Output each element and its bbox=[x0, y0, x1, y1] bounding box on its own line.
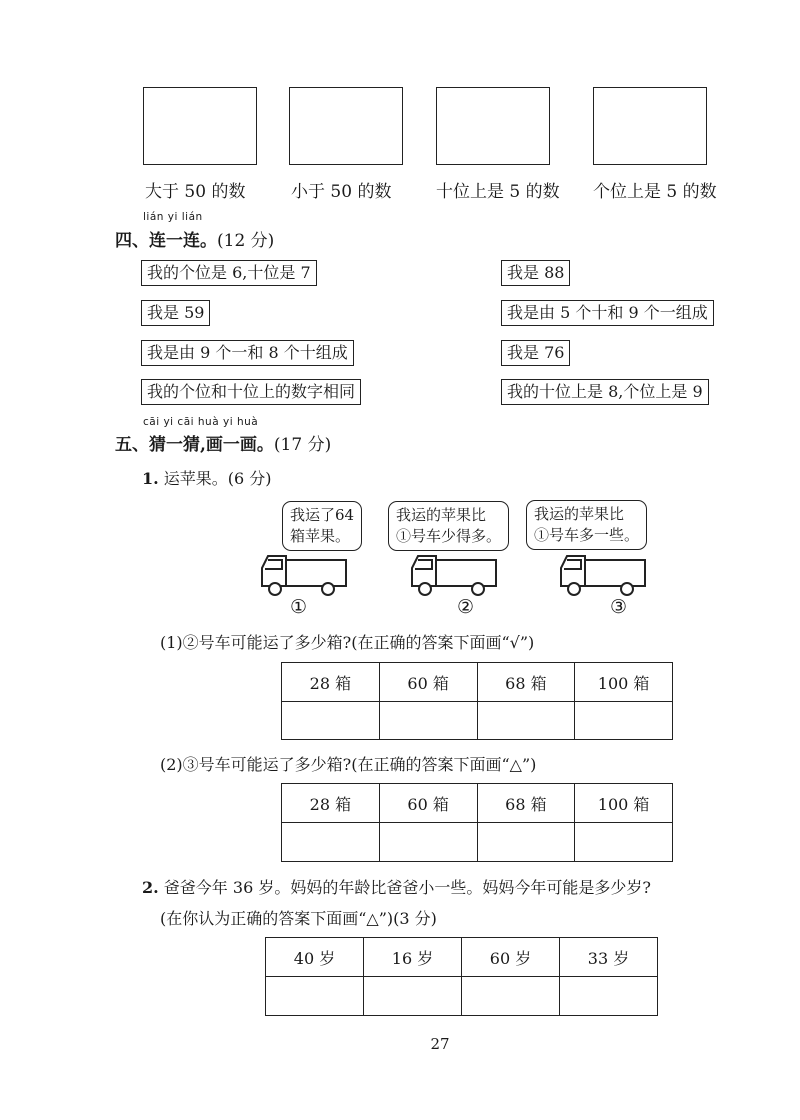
speech-bubble-1 bbox=[282, 501, 362, 551]
bubble-line: 箱苹果。 bbox=[290, 527, 351, 545]
answer-cell[interactable] bbox=[575, 702, 673, 740]
match-right-2[interactable]: 我是由 5 个十和 9 个一组成 bbox=[501, 300, 714, 326]
option-cell: 68 箱 bbox=[477, 784, 575, 823]
answer-box-tens5[interactable] bbox=[436, 87, 550, 165]
truck-number-3: ③ bbox=[610, 596, 628, 618]
answer-cell[interactable] bbox=[282, 823, 380, 862]
bubble-line: ①号车多一些。 bbox=[534, 526, 640, 544]
q1-sub2: (2)③号车可能运了多少箱?(在正确的答案下面画“△”) bbox=[160, 755, 537, 774]
option-cell: 60 箱 bbox=[379, 784, 477, 823]
section5-pinyin: cāi yi cāi huà yi huà bbox=[143, 416, 259, 428]
q1-title-text: 运苹果。(6 分) bbox=[163, 469, 272, 488]
option-cell: 16 岁 bbox=[364, 938, 462, 977]
answer-table-q2 bbox=[265, 937, 658, 1016]
truck-icon bbox=[557, 552, 649, 598]
q2-line2: (在你认为正确的答案下面画“△”)(3 分) bbox=[160, 909, 437, 928]
match-right-1[interactable]: 我是 88 bbox=[501, 260, 570, 286]
bubble-line: 我运的苹果比 bbox=[396, 506, 487, 524]
answer-cell[interactable] bbox=[462, 977, 560, 1016]
section4-pinyin: lián yi lián bbox=[143, 211, 203, 223]
truck-number-1: ① bbox=[290, 596, 308, 618]
section4-heading bbox=[115, 226, 274, 251]
bubble-line: ①号车少得多。 bbox=[396, 527, 502, 545]
answer-cell[interactable] bbox=[379, 702, 477, 740]
truck-number-2: ② bbox=[457, 596, 475, 618]
bubble-line: 我运了64 bbox=[290, 506, 355, 524]
answer-cell[interactable] bbox=[379, 823, 477, 862]
option-cell: 68 箱 bbox=[477, 663, 575, 702]
section4-title: 四、连一连。 bbox=[115, 231, 217, 251]
section5-heading bbox=[115, 430, 331, 455]
answer-box-lt50[interactable] bbox=[289, 87, 403, 165]
answer-cell[interactable] bbox=[477, 823, 575, 862]
match-right-3[interactable]: 我是 76 bbox=[501, 340, 570, 366]
q1-sub1: (1)②号车可能运了多少箱?(在正确的答案下面画“√”) bbox=[160, 633, 535, 652]
option-cell: 28 箱 bbox=[282, 784, 380, 823]
box-label: 大于 50 的数 bbox=[145, 182, 246, 202]
answer-cell[interactable] bbox=[560, 977, 658, 1016]
speech-bubble-2 bbox=[388, 501, 509, 551]
option-cell: 33 岁 bbox=[560, 938, 658, 977]
option-cell: 60 岁 bbox=[462, 938, 560, 977]
answer-cell[interactable] bbox=[266, 977, 364, 1016]
answer-box-gt50[interactable] bbox=[143, 87, 257, 165]
answer-cell[interactable] bbox=[364, 977, 462, 1016]
option-cell: 40 岁 bbox=[266, 938, 364, 977]
answer-cell[interactable] bbox=[477, 702, 575, 740]
answer-cell[interactable] bbox=[575, 823, 673, 862]
option-cell: 100 箱 bbox=[575, 663, 673, 702]
section4-points: (12 分) bbox=[217, 231, 275, 251]
match-left-1[interactable]: 我的个位是 6,十位是 7 bbox=[141, 260, 317, 286]
answer-table-sub2 bbox=[281, 783, 673, 862]
speech-bubble-3 bbox=[526, 500, 647, 550]
truck-icon bbox=[408, 552, 500, 598]
box-label: 小于 50 的数 bbox=[291, 182, 392, 202]
q2-number: 2. bbox=[142, 878, 159, 897]
option-cell: 60 箱 bbox=[379, 663, 477, 702]
match-left-2[interactable]: 我是 59 bbox=[141, 300, 210, 326]
answer-table-sub1 bbox=[281, 662, 673, 740]
q2-line1 bbox=[142, 875, 651, 898]
section5-points: (17 分) bbox=[273, 435, 332, 455]
option-cell: 100 箱 bbox=[575, 784, 673, 823]
q1-title bbox=[142, 466, 272, 489]
match-left-4[interactable]: 我的个位和十位上的数字相同 bbox=[141, 379, 361, 405]
section5-title: 五、猜一猜,画一画。 bbox=[115, 435, 274, 455]
bubble-line: 我运的苹果比 bbox=[534, 505, 625, 523]
box-label: 个位上是 5 的数 bbox=[593, 182, 717, 202]
box-label: 十位上是 5 的数 bbox=[436, 182, 560, 202]
page-number: 27 bbox=[430, 1035, 450, 1053]
answer-box-ones5[interactable] bbox=[593, 87, 707, 165]
option-cell: 28 箱 bbox=[282, 663, 380, 702]
q1-number: 1. bbox=[142, 469, 159, 488]
match-right-4[interactable]: 我的十位上是 8,个位上是 9 bbox=[501, 379, 709, 405]
truck-icon bbox=[258, 552, 350, 598]
match-left-3[interactable]: 我是由 9 个一和 8 个十组成 bbox=[141, 340, 354, 366]
answer-cell[interactable] bbox=[282, 702, 380, 740]
q2-line1-text: 爸爸今年 36 岁。妈妈的年龄比爸爸小一些。妈妈今年可能是多少岁? bbox=[163, 878, 651, 897]
